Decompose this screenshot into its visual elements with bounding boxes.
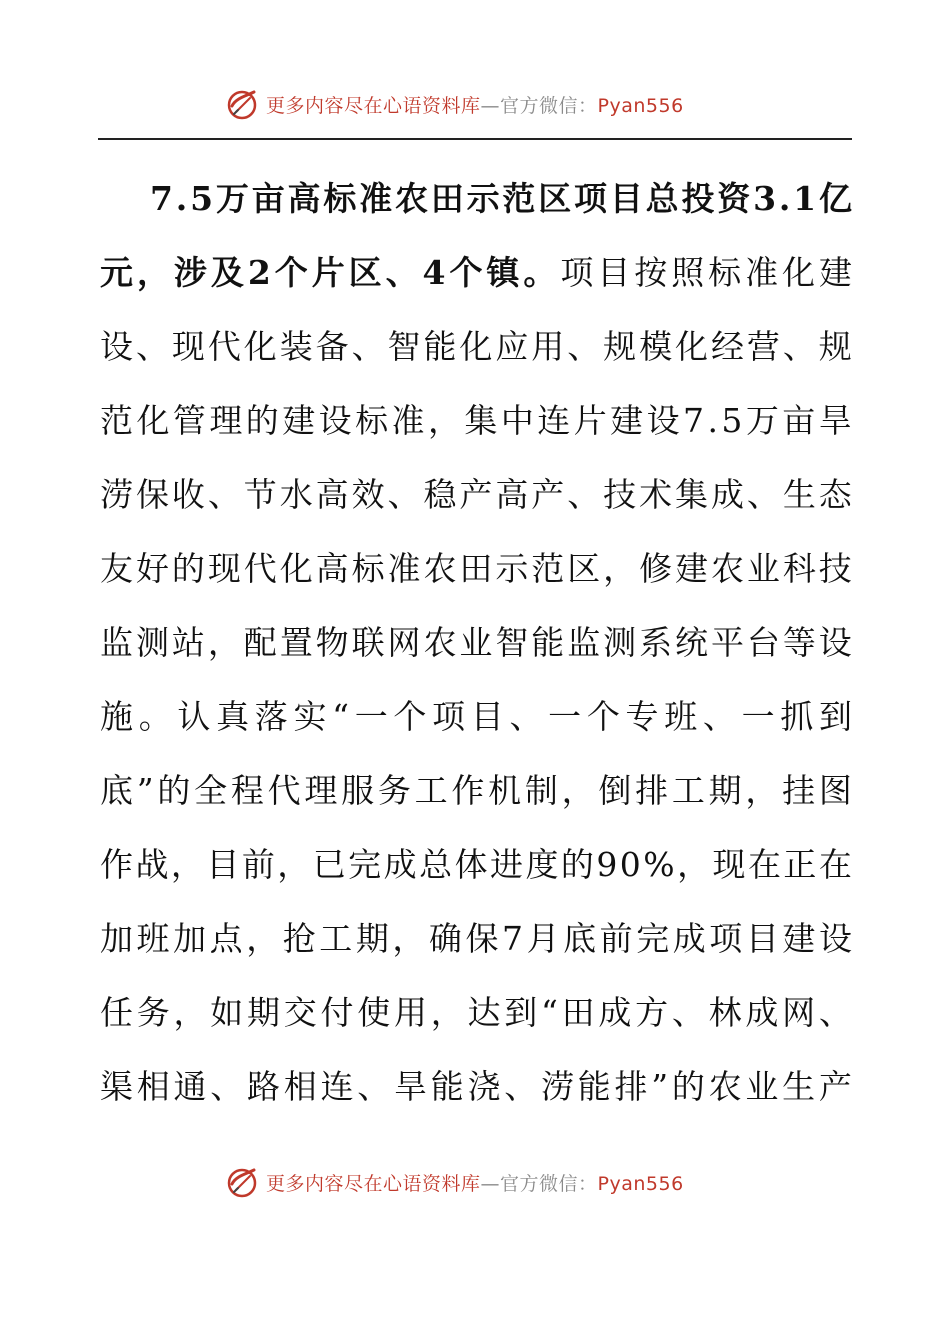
- banner-main-text: 更多内容尽在心语资料库: [266, 94, 481, 117]
- banner-text: [266, 1169, 684, 1196]
- paragraph-line: 监 测 站 ， 配 置 物 联 网 农 业 智 能 监 测 系 统 平 台 等 设: [100, 623, 852, 662]
- banner-main-text: 更多内容尽在心语资料库: [266, 1172, 481, 1195]
- paragraph-line: 范 化 管 理 的 建 设 标 准 ， 集 中 连 片 建 设 7 . 5 万 亩 旱: [100, 401, 852, 440]
- paragraph-line: 渠 相 通 、 路 相 连 、 旱 能 浇 、 涝 能 排 ” 的 农 业 生 产: [100, 1067, 852, 1106]
- paragraph-line: 7 . 5 万 亩 高 标 准 农 田 示 范 区 项 目 总 投 资 3 . 1 亿: [150, 179, 852, 218]
- header-rule: [98, 138, 852, 140]
- header-banner: [224, 84, 684, 124]
- banner-wechat-label: 官方微信：: [500, 1172, 598, 1195]
- banner-text: [266, 91, 684, 118]
- banner-wechat-id: Pyan556: [597, 94, 684, 117]
- pen-logo-icon: [224, 1164, 260, 1200]
- paragraph-line: 任 务 ， 如 期 交 付 使 用 ， 达 到 “ 田 成 方 、 林 成 网 、: [100, 993, 852, 1032]
- paragraph-line: 友 好 的 现 代 化 高 标 准 农 田 示 范 区 ， 修 建 农 业 科 技: [100, 549, 852, 588]
- banner-separator: —: [480, 94, 501, 117]
- paragraph-line: 加 班 加 点 ， 抢 工 期 ， 确 保 7 月 底 前 完 成 项 目 建 设: [100, 919, 852, 958]
- paragraph-line: 底 ” 的 全 程 代 理 服 务 工 作 机 制 ， 倒 排 工 期 ， 挂 图: [100, 771, 852, 810]
- paragraph-line: 涝 保 收 、 节 水 高 效 、 稳 产 高 产 、 技 术 集 成 、 生 态: [100, 475, 852, 514]
- paragraph-line: 作 战 ， 目 前 ， 已 完 成 总 体 进 度 的 9 0 % ， 现 在 正 在: [100, 845, 852, 884]
- banner-wechat-label: 官方微信：: [500, 94, 598, 117]
- paragraph-line: 元 ， 涉 及 2 个 片 区 、 4 个 镇 。 项 目 按 照 标 准 化 建: [100, 253, 852, 292]
- banner-wechat-id: Pyan556: [597, 1172, 684, 1195]
- paragraph-line: 施 。 认 真 落 实 “ 一 个 项 目 、 一 个 专 班 、 一 抓 到: [100, 697, 852, 736]
- banner-separator: —: [480, 1172, 501, 1195]
- pen-logo-icon: [224, 86, 260, 122]
- footer-banner: [224, 1162, 684, 1202]
- body-paragraph: [100, 162, 852, 1124]
- paragraph-line: 设 、 现 代 化 装 备 、 智 能 化 应 用 、 规 模 化 经 营 、 规: [100, 327, 852, 366]
